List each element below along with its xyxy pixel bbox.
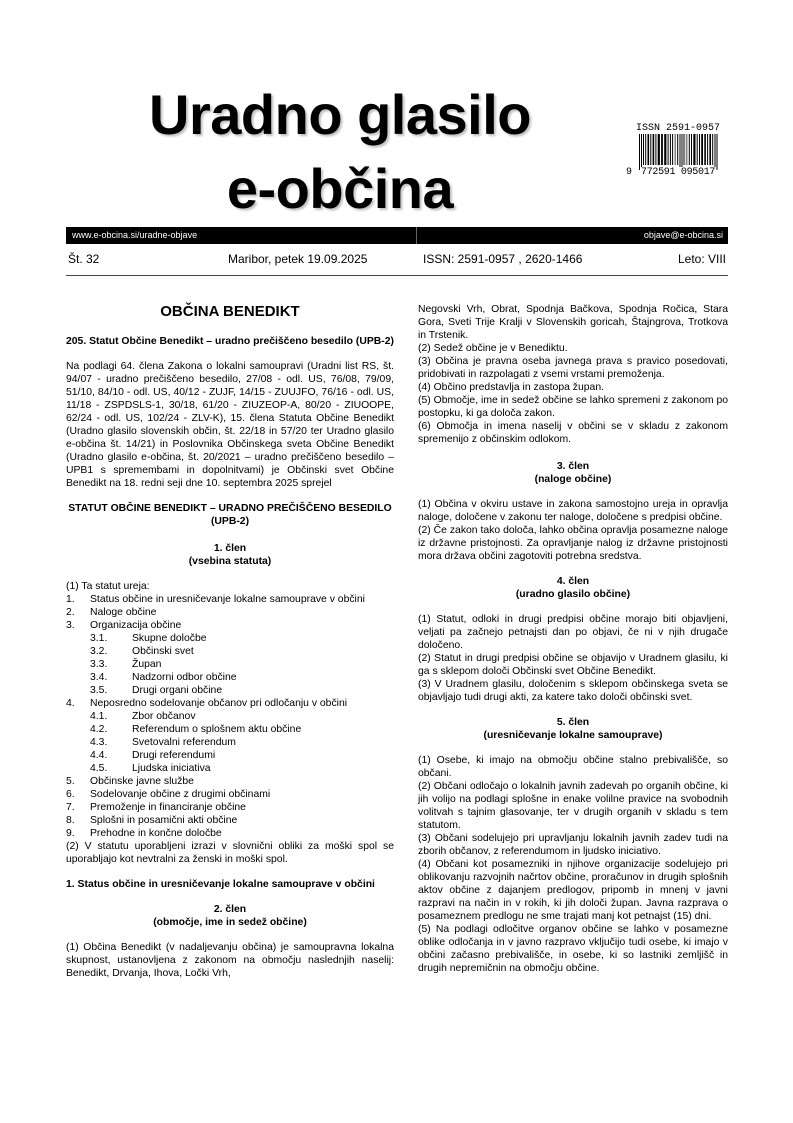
- contents-item-text: Splošni in posamični akti občine: [90, 815, 238, 826]
- barcode-bar: [709, 134, 711, 165]
- article-2-paragraph-1-continued: Negovski Vrh, Obrat, Spodnja Bačkova, Spodnja Ročica, Stara Gora, Sveti Trije Kralji v Slovenskih goricah, Štajngrova, Trotkova in Trstenik.: [418, 304, 728, 341]
- barcode-bar: [674, 134, 676, 165]
- place-date: Maribor, petek 19.09.2025: [228, 252, 368, 266]
- contents-item-text: Svetovalni referendum: [132, 737, 236, 748]
- barcode-bar: [707, 134, 708, 165]
- contents-item-number: 3.4.: [90, 672, 108, 683]
- paragraph: (5) Območje, ime in sedež občine se lahko spremeni z zakonom po postopku, ki ga določa zakon.: [418, 395, 728, 419]
- contents-item: [66, 775, 394, 788]
- contents-item: [66, 723, 394, 736]
- contents-item-number: 8.: [66, 815, 75, 826]
- barcode-lead-digit: 9: [626, 167, 633, 178]
- contents-item-text: Drugi referendumi: [132, 750, 216, 761]
- contents-item: [66, 645, 394, 658]
- contents-item-text: Drugi organi občine: [132, 685, 223, 696]
- contents-item-text: Referendum o splošnem aktu občine: [132, 724, 302, 735]
- publication-title-line1: Uradno glasilo: [149, 83, 531, 146]
- publication-title-line2: e-občina: [226, 157, 454, 220]
- article-3-paragraphs: [418, 498, 728, 563]
- article-number: 2. člen: [213, 904, 247, 915]
- article-subtitle: (uradno glasilo občine): [515, 589, 631, 600]
- barcode-bar: [693, 134, 695, 165]
- barcode-issn-label: ISSN 2591-0957: [636, 123, 721, 134]
- preamble: Na podlagi 64. člena Zakona o lokalni samoupravi (Uradni list RS, št. 94/07 - uradno prečiščeno besedilo, 27/08 - odl. US, 76/08, 79/09, 51/10, 84/10 - odl. US, 40/12 - ZUJF, 14/15 - ZUUJFO, 76/16 - odl. US, 11/18 - ZSPDSLS-1, 30/18, 61/20 - ZIUZEOP-A, 80/20 - ZIUOOPE, 62/24 - odl. US, 102/24 - ZLV-K), 15. člena Statuta Občine Benedikt (Uradno glasilo slovenskih občin, št. 22/18 in 57/20 ter Uradno glasilo e-občina št. 14/21) in Poslovnika Občinskega sveta Občine Benedikt (Uradno glasilo e-občina, št. 20/2021 – uradno prečiščeno besedilo – UPB1 s spremembami in dopolnitvami) je Občinski svet Občine Benedikt na 18. redni seji dne 10. septembra 2025 sprejel: [66, 361, 394, 489]
- contents-item-number: 1.: [66, 594, 75, 605]
- contents-item-number: 4.: [66, 698, 75, 709]
- paragraph: (1) Občina v okviru ustave in zakona samostojno ureja in opravlja naloge, določene v zakonu ter naloge, določene s predpisi občine.: [418, 499, 728, 523]
- contents-item-text: Zbor občanov: [132, 711, 196, 722]
- contents-item-text: Naloge občine: [90, 607, 157, 618]
- article-5-paragraphs: [418, 754, 728, 975]
- contents-item-text: Občinski svet: [132, 646, 194, 657]
- contents-item: [66, 710, 394, 723]
- issue-number: Št. 32: [68, 252, 100, 266]
- article-subtitle: (uresničevanje lokalne samouprave): [483, 730, 663, 741]
- contents-item-text: Sodelovanje občine z drugimi občinami: [90, 789, 271, 800]
- contents-item: [66, 749, 394, 762]
- barcode-bar: [655, 134, 656, 165]
- contents-item-text: Župan: [132, 659, 162, 670]
- barcode-bar: [680, 134, 681, 170]
- article-5-heading: [418, 716, 728, 742]
- paragraph: (2) Če zakon tako določa, lahko občina opravlja posamezne naloge iz državne pristojnosti. Za opravljanje nalog iz državne pristojnosti mora država občini zagotoviti potrebna sredstva.: [418, 525, 728, 562]
- paragraph: (2) Občani odločajo o lokalnih javnih zadevah po organih občine, ki jih volijo na podlagi splošne in enake volilne pravice na svobodnih volitvah s tajnim glasovanje, ter v drugih organih v skladu s tem statutom.: [418, 781, 728, 831]
- barcode-bar: [653, 134, 655, 165]
- article-number: 4. člen: [556, 576, 590, 587]
- statute-heading: STATUT OBČINE BENEDIKT – URADNO PREČIŠČENO BESEDILO (UPB-2): [68, 503, 392, 527]
- barcode-bar: [645, 134, 646, 165]
- contents-item: [66, 697, 394, 710]
- contents-item-number: 3.3.: [90, 659, 108, 670]
- barcode-digits: 772591 095017: [641, 167, 716, 178]
- contents-item-number: 4.2.: [90, 724, 108, 735]
- barcode-bar: [650, 134, 651, 165]
- barcode-bar: [686, 134, 688, 165]
- article-subtitle: (naloge občine): [534, 474, 612, 485]
- paragraph: (4) Občino predstavlja in zastopa župan.: [418, 382, 604, 393]
- paragraph: (3) V Uradnem glasilu, določenim s sklepom občinskega sveta se objavljajo tudi drugi akti, za katere tako določi občinski svet.: [418, 679, 728, 703]
- contents-item-text: Organizacija občine: [90, 620, 182, 631]
- barcode-bar: [658, 134, 660, 165]
- contents-item: [66, 801, 394, 814]
- barcode-bar: [712, 134, 713, 165]
- contents-item-number: 4.4.: [90, 750, 108, 761]
- contents-item-number: 3.: [66, 620, 75, 631]
- barcode-bar: [704, 134, 706, 165]
- paragraph: (3) Občani sodelujejo pri upravljanju lokalnih javnih zadev tudi na zborih občanov, z referendumom in ljudsko iniciativo.: [418, 833, 728, 857]
- contents-item: [66, 827, 394, 840]
- contents-item: [66, 619, 394, 632]
- article-2-heading: [66, 903, 394, 929]
- barcode-bar: [682, 134, 683, 170]
- barcode-bar: [717, 134, 718, 170]
- barcode-bar: [691, 134, 692, 165]
- barcode-bar: [661, 134, 663, 165]
- contents-item-text: Nadzorni odbor občine: [132, 672, 237, 683]
- contact-bar: [66, 227, 728, 244]
- contents-item-number: 7.: [66, 802, 75, 813]
- contents-item: [66, 593, 394, 606]
- contents-item-number: 9.: [66, 828, 75, 839]
- contents-item-number: 4.5.: [90, 763, 108, 774]
- contents-item: [66, 814, 394, 827]
- contents-item-text: Premoženje in financiranje občine: [90, 802, 246, 813]
- chapter-heading: 1. Status občine in uresničevanje lokalne samouprave v občini: [66, 879, 375, 890]
- barcode-bar: [715, 134, 716, 170]
- contents-item-text: Neposredno sodelovanje občanov pri odločanju v občini: [90, 698, 348, 709]
- contents-item-number: 2.: [66, 607, 75, 618]
- paragraph: (3) Občina je pravna oseba javnega prava s pravico posedovati, pridobivati in razpolagati z vsemi vrstami premoženja.: [418, 356, 728, 380]
- left-column: [66, 300, 394, 980]
- issn-barcode: [626, 123, 738, 183]
- article-3-heading: [418, 460, 728, 486]
- paragraph: (4) Občani kot posamezniki in njihove organizacije sodelujejo pri oblikovanju razvojnih načrtov občine, proračunov in drugih splošnih aktov občine z dajanjem predlogov, pripomb in mnenj v javni razpravi na način in v rokih, ki jih določi župan. Javna razprava o posameznem predlogu ne sme trajati manj kot petnajst (15) dni.: [418, 859, 728, 922]
- article-number: 3. člen: [556, 461, 590, 472]
- barcode-bar: [699, 134, 700, 165]
- article-subtitle: (vsebina statuta): [188, 556, 272, 567]
- barcode-bars: [639, 134, 737, 170]
- act-title: 205. Statut Občine Benedikt – uradno prečiščeno besedilo (UPB-2): [66, 336, 394, 347]
- article-1-heading: [66, 542, 394, 568]
- barcode-bar: [701, 134, 703, 165]
- contents-item-text: Občinske javne službe: [90, 776, 194, 787]
- contents-item-text: Status občine in uresničevanje lokalne samouprave v občini: [90, 594, 365, 605]
- right-column: [418, 303, 728, 975]
- contents-item: [66, 788, 394, 801]
- contents-item-number: 4.3.: [90, 737, 108, 748]
- paragraph: (2) Sedež občine je v Benediktu.: [418, 343, 568, 354]
- barcode-bar: [670, 134, 671, 165]
- paragraph: (5) Na podlagi odločitve organov občine se lahko v posamezne oblike odločanja in v javno razpravo vključijo tudi osebe, ki imajo v občini začasno prebivališče, in osebe, ki so lastniki zemljišč in drugih nepremičnin na območju občine.: [418, 924, 728, 974]
- contents-item: [66, 632, 394, 645]
- contents-list: [66, 593, 394, 840]
- contents-item-number: 3.1.: [90, 633, 108, 644]
- email-link[interactable]: objave@e-obcina.si: [643, 230, 723, 240]
- paragraph: (1) Statut, odloki in drugi predpisi občine morajo biti objavljeni, veljati pa začnejo petnajsti dan po objavi, če ni v njih drugače določeno.: [418, 614, 728, 651]
- barcode-bar: [641, 134, 642, 170]
- contents-item-number: 3.2.: [90, 646, 108, 657]
- barcode-bar: [677, 134, 678, 165]
- article-1-intro: (1) Ta statut ureja:: [66, 581, 150, 592]
- contents-item-text: Skupne določbe: [132, 633, 207, 644]
- contents-item-number: 3.5.: [90, 685, 108, 696]
- article-subtitle: (območje, ime in sedež občine): [153, 917, 307, 928]
- contents-item: [66, 762, 394, 775]
- barcode-bar: [684, 134, 685, 165]
- article-number: 5. člen: [556, 717, 590, 728]
- barcode-bar: [643, 134, 644, 165]
- website-link[interactable]: www.e-obcina.si/uradne-objave: [72, 230, 198, 240]
- article-2-paragraph-1: (1) Občina Benedikt (v nadaljevanju občina) je samoupravna lokalna skupnost, ustanovljena z zakonom na območju naslednjih naselij: Benedikt, Drvanja, Ihova, Ločki Vrh,: [66, 942, 394, 979]
- barcode-bar: [689, 134, 690, 165]
- contents-item-number: 6.: [66, 789, 75, 800]
- barcode-bar: [672, 134, 673, 165]
- contents-item: [66, 684, 394, 697]
- article-2-paragraphs: [418, 342, 728, 446]
- volume-year: Leto: VIII: [677, 252, 726, 266]
- issue-info-row: [66, 244, 728, 276]
- contents-item-text: Ljudska iniciativa: [132, 763, 211, 774]
- barcode-bar: [639, 134, 640, 170]
- barcode-bar: [697, 134, 698, 165]
- bar-divider: [416, 227, 417, 244]
- barcode-bar: [664, 134, 666, 165]
- paragraph: (1) Osebe, ki imajo na območju občine stalno prebivališče, so občani.: [418, 755, 728, 779]
- contents-item: [66, 606, 394, 619]
- article-4-heading: [418, 575, 728, 601]
- article-number: 1. člen: [213, 543, 247, 554]
- contents-item: [66, 658, 394, 671]
- contents-item: [66, 671, 394, 684]
- article-1-paragraph-2: (2) V statutu uporabljeni izrazi v slovnični obliki za moški spol se uporabljajo kot nevtralni za ženski in moški spol.: [66, 841, 394, 865]
- paragraph: (6) Območja in imena naselij v občini se v skladu z zakonom spremenijo z občinskim odlokom.: [418, 421, 728, 445]
- contents-item-number: 4.1.: [90, 711, 108, 722]
- paragraph: (2) Statut in drugi predpisi občine se objavijo v Uradnem glasilu, ki ga s sklepom določi Občinski svet Občine Benedikt.: [418, 653, 728, 677]
- barcode-bar: [668, 134, 669, 165]
- contents-item-text: Prehodne in končne določbe: [90, 828, 222, 839]
- organization-heading: OBČINA BENEDIKT: [160, 303, 300, 320]
- contents-item: [66, 736, 394, 749]
- issn-numbers: ISSN: 2591-0957 , 2620-1466: [423, 252, 583, 266]
- article-4-paragraphs: [418, 613, 728, 704]
- barcode-bar: [648, 134, 650, 165]
- contents-item-number: 5.: [66, 776, 75, 787]
